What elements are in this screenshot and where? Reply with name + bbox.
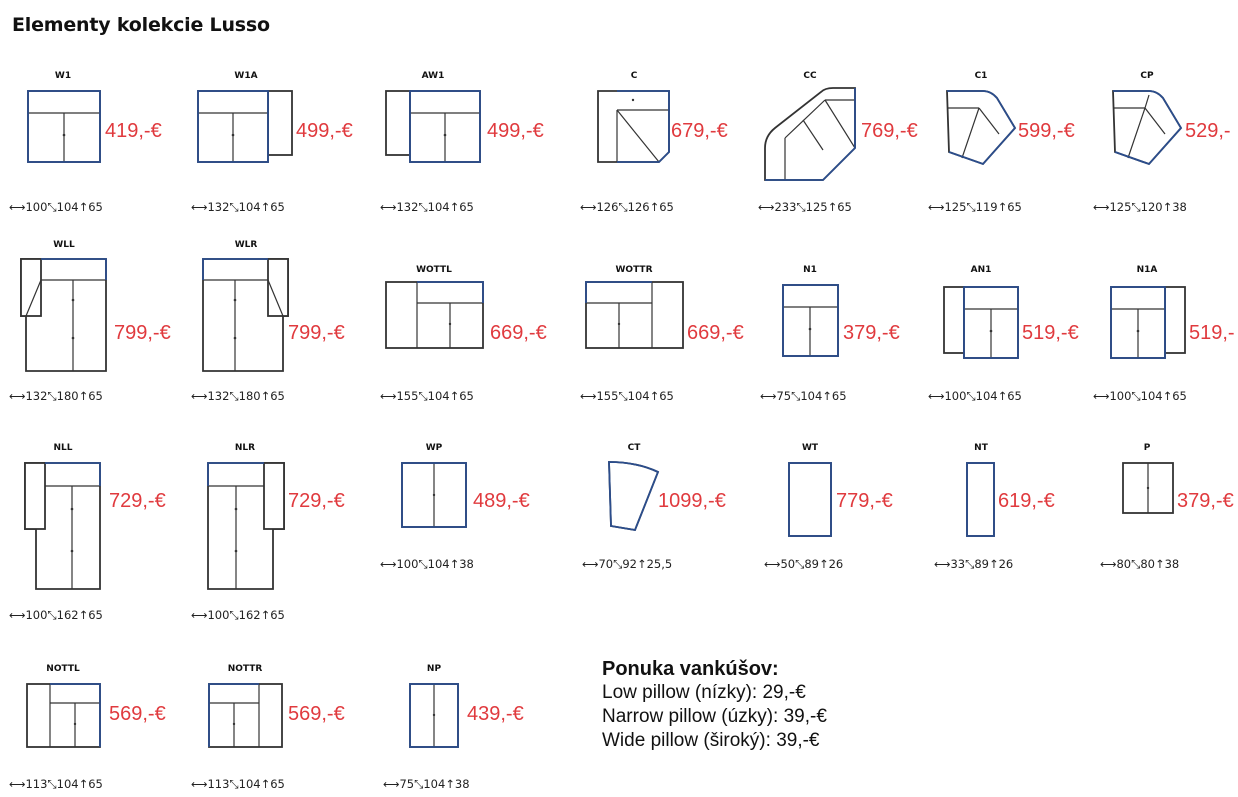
piece-price-an1: 519,-€ xyxy=(1022,322,1079,344)
piece-price-nottr: 569,-€ xyxy=(288,703,345,725)
piece-price-aw1: 499,-€ xyxy=(487,120,544,142)
piece-price-c1: 599,-€ xyxy=(1018,120,1075,142)
piece-drawing-wll xyxy=(20,258,108,374)
piece-price-cc: 769,-€ xyxy=(861,120,918,142)
pillow-offer-item-wide: Wide pillow (široký): 39,-€ xyxy=(602,730,820,751)
piece-price-wottl: 669,-€ xyxy=(490,322,547,344)
piece-dims-w1: ⟷100⤡104↑65 xyxy=(9,200,103,214)
piece-price-p: 379,-€ xyxy=(1177,490,1234,512)
piece-dims-nottr: ⟷113⤡104↑65 xyxy=(191,777,285,791)
piece-drawing-c1 xyxy=(945,90,1017,166)
piece-price-w1: 419,-€ xyxy=(105,120,162,142)
pillow-offer-item-low: Low pillow (nízky): 29,-€ xyxy=(602,682,806,703)
piece-code-wottr: WOTTR xyxy=(615,265,653,275)
piece-code-c1: C1 xyxy=(974,71,988,81)
piece-price-n1: 379,-€ xyxy=(843,322,900,344)
piece-drawing-wt xyxy=(788,462,833,538)
piece-drawing-c xyxy=(597,90,672,164)
piece-dims-wottl: ⟷155⤡104↑65 xyxy=(380,389,474,403)
piece-dims-wp: ⟷100⤡104↑38 xyxy=(380,557,474,571)
piece-price-n1a: 519,- xyxy=(1189,322,1235,344)
piece-drawing-cc xyxy=(763,86,859,182)
piece-price-wll: 799,-€ xyxy=(114,322,171,344)
piece-code-c: C xyxy=(630,71,638,81)
piece-dims-np: ⟷75⤡104↑38 xyxy=(383,777,470,791)
piece-code-cp: CP xyxy=(1140,71,1154,81)
piece-code-n1a: N1A xyxy=(1136,265,1158,275)
piece-dims-nlr: ⟷100⤡162↑65 xyxy=(191,608,285,622)
piece-drawing-aw1 xyxy=(385,90,482,164)
piece-code-aw1: AW1 xyxy=(421,71,445,81)
piece-drawing-nll xyxy=(24,462,104,592)
piece-drawing-p xyxy=(1122,462,1175,515)
piece-code-an1: AN1 xyxy=(970,265,992,275)
piece-dims-n1a: ⟷100⤡104↑65 xyxy=(1093,389,1187,403)
piece-code-wottl: WOTTL xyxy=(416,265,452,275)
piece-dims-an1: ⟷100⤡104↑65 xyxy=(928,389,1022,403)
piece-dims-c1: ⟷125⤡119↑65 xyxy=(928,200,1022,214)
piece-code-w1a: W1A xyxy=(234,71,258,81)
piece-drawing-nt xyxy=(966,462,996,538)
piece-dims-wlr: ⟷132⤡180↑65 xyxy=(191,389,285,403)
piece-code-nlr: NLR xyxy=(234,443,256,453)
piece-code-wll: WLL xyxy=(53,240,75,250)
pillow-offer-item-narrow: Narrow pillow (úzky): 39,-€ xyxy=(602,706,827,727)
piece-code-ct: CT xyxy=(627,443,641,453)
piece-dims-cc: ⟷233⤡125↑65 xyxy=(758,200,852,214)
piece-code-cc: CC xyxy=(803,71,817,81)
piece-dims-nottl: ⟷113⤡104↑65 xyxy=(9,777,103,791)
piece-code-nt: NT xyxy=(974,443,988,453)
piece-code-p: P xyxy=(1143,443,1151,453)
piece-drawing-np xyxy=(409,683,460,749)
piece-drawing-nlr xyxy=(207,462,287,592)
piece-code-nottl: NOTTL xyxy=(46,664,80,674)
piece-dims-p: ⟷80⤡80↑38 xyxy=(1100,557,1180,571)
piece-dims-cp: ⟷125⤡120↑38 xyxy=(1093,200,1187,214)
piece-price-ct: 1099,-€ xyxy=(658,490,726,512)
pillow-offer-heading: Ponuka vankúšov: xyxy=(602,658,779,680)
piece-drawing-nottl xyxy=(26,683,102,749)
piece-drawing-an1 xyxy=(943,286,1021,360)
piece-code-np: NP xyxy=(426,664,442,674)
piece-price-np: 439,-€ xyxy=(467,703,524,725)
piece-dims-nll: ⟷100⤡162↑65 xyxy=(9,608,103,622)
piece-code-wt: WT xyxy=(801,443,819,453)
piece-drawing-n1 xyxy=(782,284,840,358)
pillow-offer xyxy=(602,657,827,753)
piece-dims-ct: ⟷70⤡92↑25,5 xyxy=(582,557,673,571)
piece-price-cp: 529,- xyxy=(1185,120,1231,142)
piece-price-nottl: 569,-€ xyxy=(109,703,166,725)
piece-dims-wottr: ⟷155⤡104↑65 xyxy=(580,389,674,403)
piece-price-wp: 489,-€ xyxy=(473,490,530,512)
piece-drawing-w1a xyxy=(197,90,294,164)
piece-drawing-w1 xyxy=(27,90,102,164)
piece-price-c: 679,-€ xyxy=(671,120,728,142)
piece-code-nottr: NOTTR xyxy=(227,664,263,674)
piece-price-w1a: 499,-€ xyxy=(296,120,353,142)
piece-price-nll: 729,-€ xyxy=(109,490,166,512)
piece-dims-wt: ⟷50⤡89↑26 xyxy=(764,557,844,571)
piece-drawing-wlr xyxy=(202,258,290,374)
piece-code-wp: WP xyxy=(425,443,443,453)
piece-dims-aw1: ⟷132⤡104↑65 xyxy=(380,200,474,214)
piece-price-wt: 779,-€ xyxy=(836,490,893,512)
piece-code-n1: N1 xyxy=(803,265,817,275)
piece-drawing-n1a xyxy=(1110,286,1188,360)
piece-code-nll: NLL xyxy=(53,443,73,453)
page-title: Elementy kolekcie Lusso xyxy=(12,14,270,36)
piece-drawing-cp xyxy=(1111,90,1183,166)
piece-drawing-ct xyxy=(607,460,661,532)
piece-price-nt: 619,-€ xyxy=(998,490,1055,512)
piece-drawing-wp xyxy=(401,462,468,529)
piece-drawing-wottl xyxy=(385,281,485,350)
piece-dims-wll: ⟷132⤡180↑65 xyxy=(9,389,103,403)
piece-code-w1: W1 xyxy=(54,71,72,81)
piece-price-wottr: 669,-€ xyxy=(687,322,744,344)
piece-drawing-wottr xyxy=(585,281,685,350)
piece-price-nlr: 729,-€ xyxy=(288,490,345,512)
piece-drawing-nottr xyxy=(208,683,284,749)
piece-code-wlr: WLR xyxy=(234,240,258,250)
piece-dims-w1a: ⟷132⤡104↑65 xyxy=(191,200,285,214)
piece-dims-c: ⟷126⤡126↑65 xyxy=(580,200,674,214)
piece-dims-nt: ⟷33⤡89↑26 xyxy=(934,557,1014,571)
piece-price-wlr: 799,-€ xyxy=(288,322,345,344)
piece-dims-n1: ⟷75⤡104↑65 xyxy=(760,389,847,403)
